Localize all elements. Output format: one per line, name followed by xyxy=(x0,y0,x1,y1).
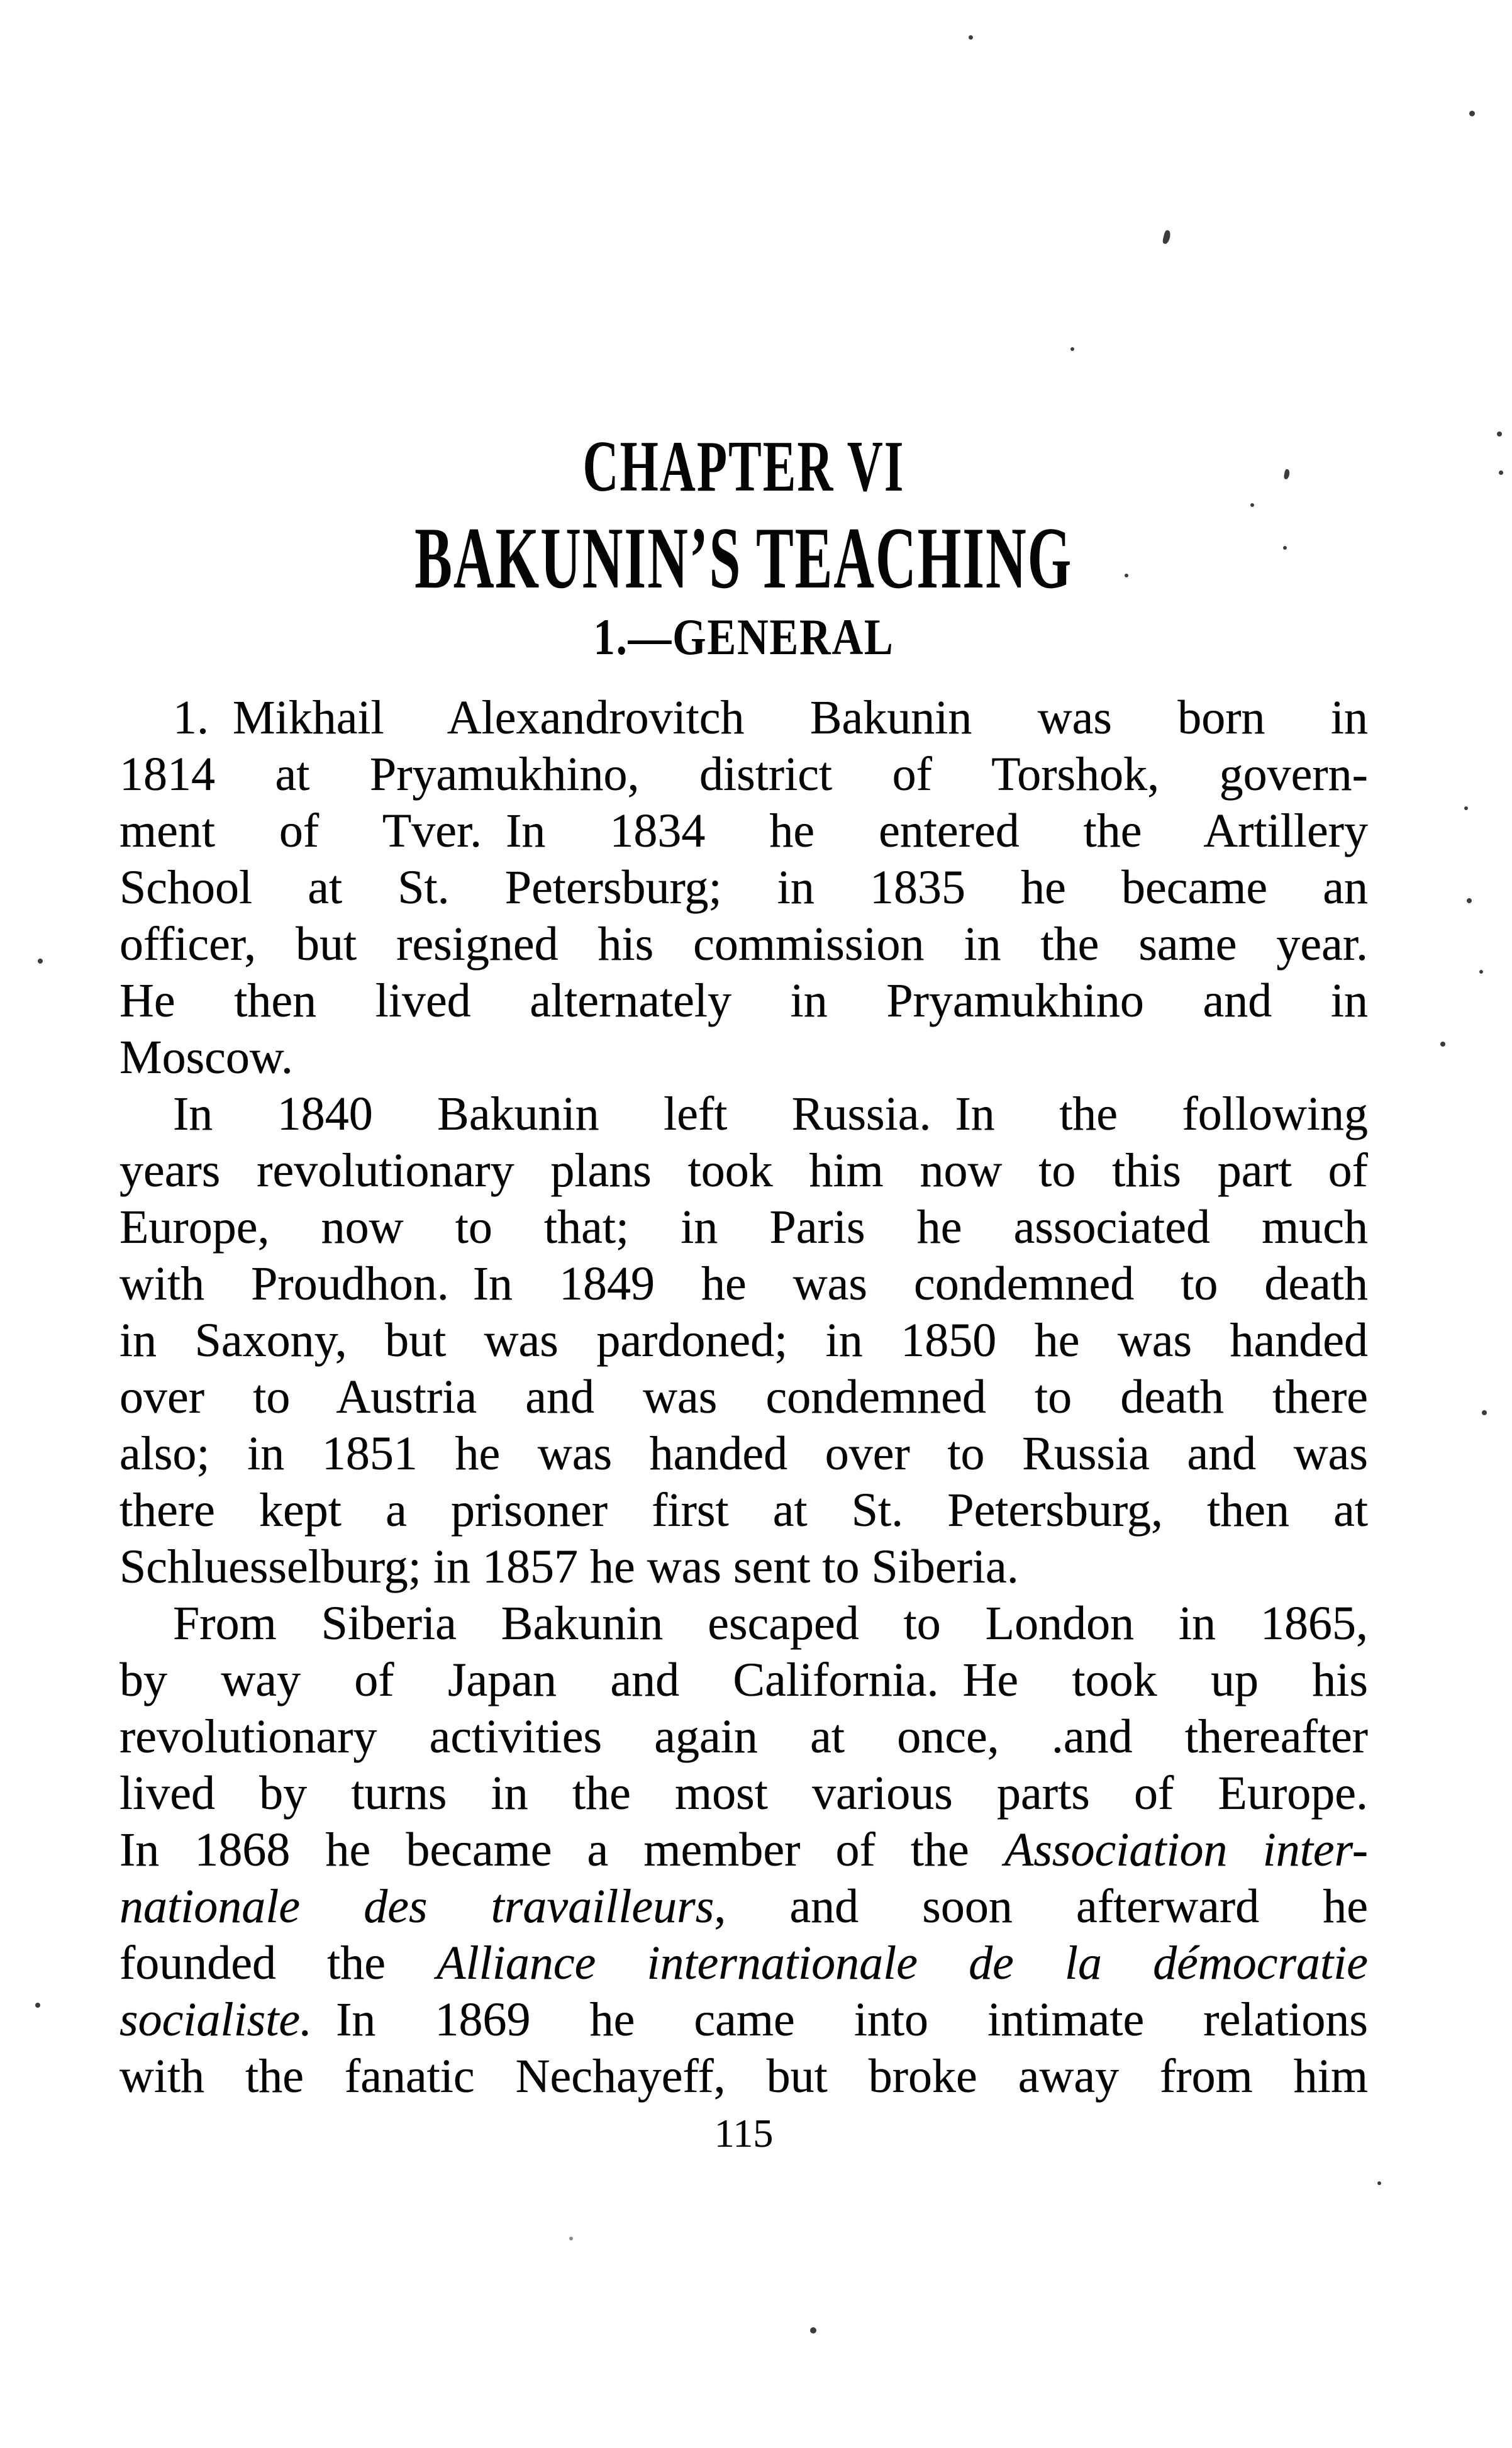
text-segment: there kept a prisoner first at St. Petersburg, then at xyxy=(120,1484,1368,1537)
scan-speck xyxy=(1467,898,1472,903)
text-segment: officer, but resigned his commission in the same year. xyxy=(120,918,1368,971)
text-line xyxy=(120,1482,1368,1538)
text-segment: , and soon afterward he xyxy=(714,1880,1368,1933)
text-line xyxy=(120,1935,1368,1991)
chapter-heading xyxy=(120,426,1368,507)
scan-speck xyxy=(1469,111,1475,116)
text-segment: with Proudhon. In 1849 he was condemned to death xyxy=(120,1257,1368,1310)
text-line xyxy=(120,916,1368,972)
text-segment: years revolutionary plans took him now to this part of xyxy=(120,1144,1368,1197)
text-segment: Europe, now to that; in Paris he associated much xyxy=(120,1201,1368,1254)
text-line xyxy=(120,972,1368,1029)
text-line xyxy=(120,1538,1368,1595)
text-line xyxy=(120,803,1368,859)
page-number: 115 xyxy=(714,2111,774,2156)
text-line xyxy=(120,1142,1368,1199)
text-line xyxy=(120,1369,1368,1425)
text-line xyxy=(120,859,1368,916)
scan-speck xyxy=(1377,2181,1381,2185)
text-segment: with the fanatic Nechayeff, but broke away from him xyxy=(120,2050,1368,2103)
scan-speck xyxy=(1482,1410,1487,1415)
text-line xyxy=(120,1255,1368,1312)
scan-speck xyxy=(1162,230,1171,245)
text-segment: lived by turns in the most various parts of Europe. xyxy=(120,1767,1368,1820)
italic-text-segment: nationale des travailleurs xyxy=(120,1880,714,1933)
text-segment: School at St. Petersburg; in 1835 he became an xyxy=(120,861,1368,914)
italic-text-segment: Association inter- xyxy=(1004,1823,1368,1876)
text-segment: In 1868 he became a member of the xyxy=(120,1823,1004,1876)
scan-speck xyxy=(35,2003,40,2008)
scan-speck xyxy=(1497,431,1502,437)
text-segment: ment of Tver. In 1834 he entered the Artillery xyxy=(120,804,1368,857)
text-line xyxy=(120,1708,1368,1765)
text-line xyxy=(120,1991,1368,2048)
text-line xyxy=(120,746,1368,803)
text-segment: From Siberia Bakunin escaped to London in 1865, xyxy=(173,1597,1368,1650)
text-line xyxy=(120,1765,1368,1822)
section-heading xyxy=(120,608,1368,665)
text-segment: He then lived alternately in Pryamukhino and in xyxy=(120,974,1368,1027)
scan-speck xyxy=(1283,546,1287,550)
scan-speck xyxy=(1070,347,1074,351)
page-title-text: BAKUNIN’S TEACHING xyxy=(414,509,1073,607)
text-line xyxy=(120,1652,1368,1708)
text-line xyxy=(120,1425,1368,1482)
text-segment: revolutionary activities again at once, .and thereafter xyxy=(120,1710,1368,1763)
text-segment: Moscow. xyxy=(120,1031,293,1084)
text-line xyxy=(120,2048,1368,2105)
italic-text-segment: socialiste. xyxy=(120,1993,313,2046)
text-segment: 1. Mikhail Alexandrovitch Bakunin was born in xyxy=(173,691,1368,744)
scan-speck xyxy=(569,2237,573,2240)
page-title xyxy=(120,509,1368,607)
text-segment: by way of Japan and California. He took up his xyxy=(120,1654,1368,1706)
text-segment: In 1840 Bakunin left Russia. In the following xyxy=(173,1088,1368,1140)
scan-speck xyxy=(1250,503,1254,507)
text-segment: in Saxony, but was pardoned; in 1850 he was handed xyxy=(120,1314,1368,1367)
chapter-heading-text: CHAPTER VI xyxy=(582,426,905,507)
scan-speck xyxy=(38,959,43,964)
text-line xyxy=(120,689,1368,746)
text-line xyxy=(120,1086,1368,1142)
text-segment: In 1869 he came into intimate relations xyxy=(312,1993,1368,2046)
scan-speck xyxy=(810,2327,816,2334)
italic-text-segment: Alliance internationale de la démocratie xyxy=(436,1937,1368,1989)
scan-speck xyxy=(1125,574,1128,577)
text-segment: over to Austria and was condemned to death there xyxy=(120,1371,1368,1423)
scan-speck xyxy=(1479,970,1483,974)
scan-speck xyxy=(1464,806,1468,810)
text-line xyxy=(120,1878,1368,1935)
text-segment: founded the xyxy=(120,1937,437,1989)
text-line xyxy=(120,1199,1368,1255)
text-segment: Schluesselburg; in 1857 he was sent to Siberia. xyxy=(120,1540,1019,1593)
text-line xyxy=(120,1822,1368,1878)
text-segment: 1814 at Pryamukhino, district of Torshok, govern- xyxy=(120,748,1368,801)
text-line xyxy=(120,1029,1368,1086)
text-segment: also; in 1851 he was handed over to Russia and was xyxy=(120,1427,1368,1480)
scan-speck xyxy=(1440,1042,1445,1047)
scan-speck xyxy=(1499,470,1503,475)
scan-speck xyxy=(969,35,973,40)
text-line xyxy=(120,1312,1368,1369)
body-text xyxy=(120,689,1368,2105)
text-line xyxy=(120,1595,1368,1652)
section-heading-text: 1.—GENERAL xyxy=(593,608,894,665)
